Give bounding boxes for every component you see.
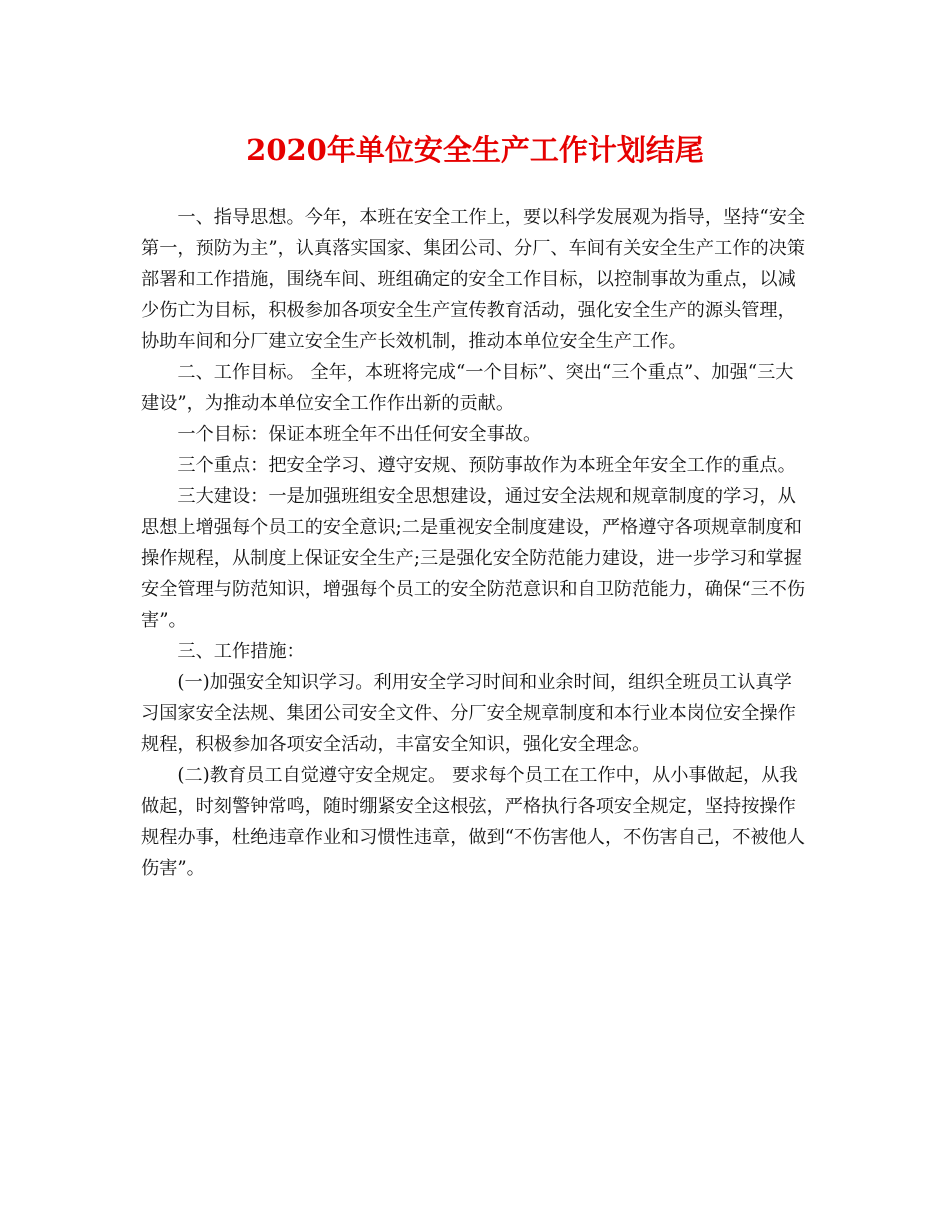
paragraph-measure-one: (一)加强安全知识学习。利用安全学习时间和业余时间，组织全班员工认真学习国家安全法规、集团公司安全文件、分厂安全规章制度和本行业本岗位安全操作规程，积极参加各项安全活动，丰富安全知识，强化安全理念。 [141, 672, 796, 755]
paragraph-one-goal: 一个目标：保证本班全年不出任何安全事故。 [177, 424, 542, 445]
document-title: 2020年单位安全生产工作计划结尾 [246, 133, 704, 167]
document-body [141, 202, 809, 884]
paragraph-work-measures-heading: 三、工作措施： [177, 641, 305, 662]
paragraph-measure-two: (二)教育员工自觉遵守安全规定。 要求每个员工在工作中，从小事做起，从我做起，时刻警钟常鸣，随时绷紧安全这根弦，严格执行各项安全规定，坚持按操作规程办事，杜绝违章作业和习惯性违章，做到“不伤害他人，不伤害自己，不被他人伤害”。 [141, 765, 806, 879]
paragraph-three-priorities: 三个重点：把安全学习、遵守安规、预防事故作为本班全年安全工作的重点。 [177, 455, 796, 476]
paragraph-three-constructions: 三大建设：一是加强班组安全思想建设，通过安全法规和规章制度的学习，从思想上增强每个员工的安全意识;二是重视安全制度建设，严格遵守各项规章制度和操作规程，从制度上保证安全生产;三是强化安全防范能力建设，进一步学习和掌握安全管理与防范知识，增强每个员工的安全防范意识和自卫防范能力，确保“三不伤害”。 [141, 486, 806, 631]
paragraph-guiding-ideology: 一、指导思想。今年，本班在安全工作上，要以科学发展观为指导，坚持“安全第一，预防为主”，认真落实国家、集团公司、分厂、车间有关安全生产工作的决策部署和工作措施，围绕车间、班组确定的安全工作目标，以控制事故为重点，以减少伤亡为目标，积极参加各项安全生产宣传教育活动，强化安全生产的源头管理，协助车间和分厂建立安全生产长效机制，推动本单位安全生产工作。 [141, 207, 806, 352]
paragraph-work-goals: 二、工作目标。 全年，本班将完成“一个目标”、突出“三个重点”、加强“三大建设”，为推动本单位安全工作作出新的贡献。 [141, 362, 794, 414]
